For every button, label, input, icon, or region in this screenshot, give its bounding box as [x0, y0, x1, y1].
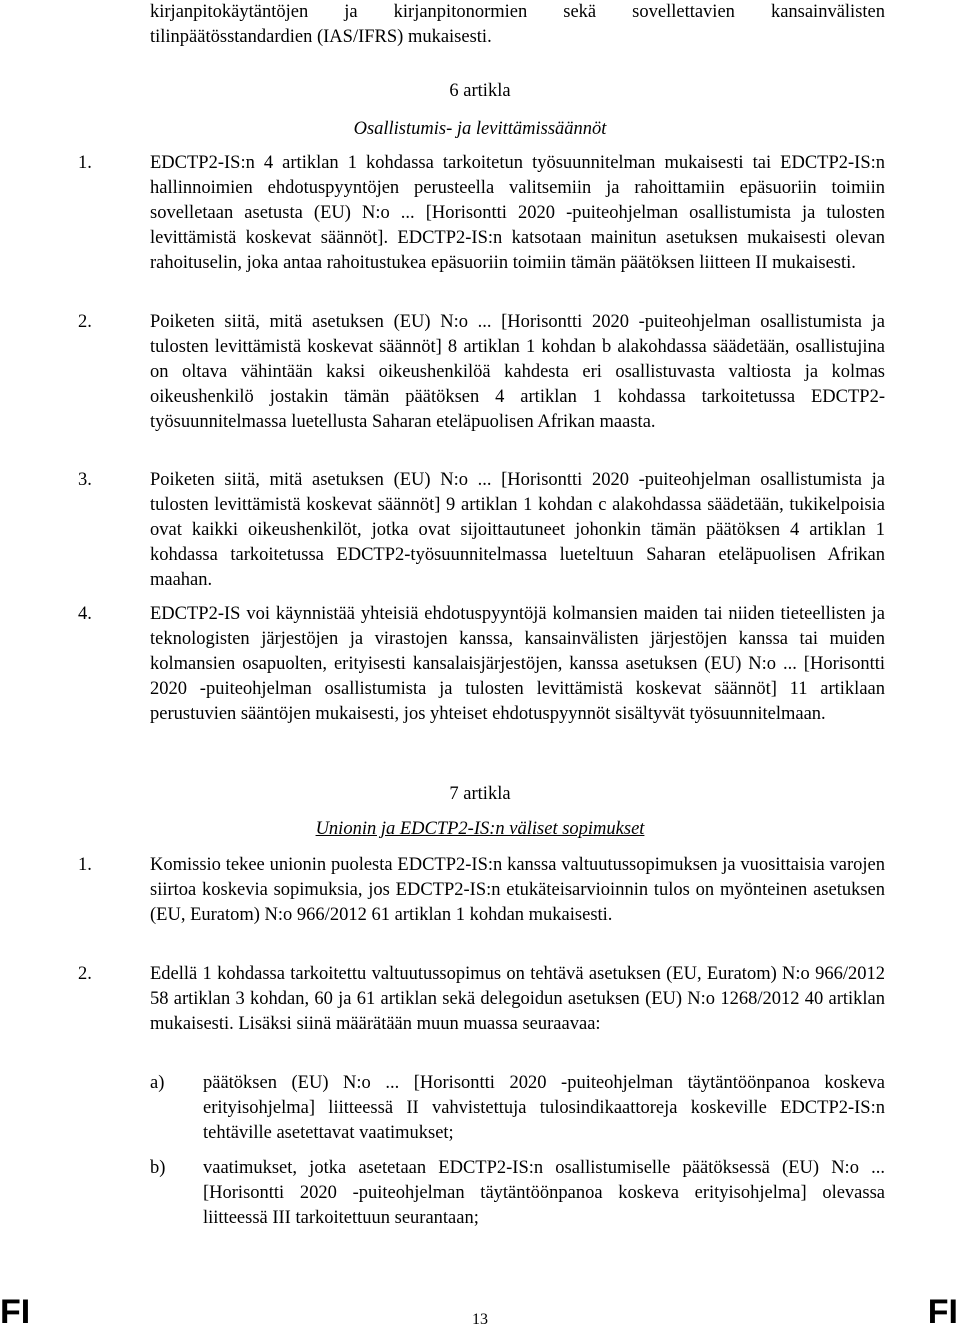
item-label: b) — [150, 1158, 166, 1178]
paragraph-text: Edellä 1 kohdassa tarkoitettu valtuutussopimus on tehtävä asetuksen (EU, Euratom) N:o 966/2012 58 artiklan 3 kohdan, 60 ja 61 artiklan sekä delegoidun asetuksen (EU) N:o 1268/2012 40 artiklan mukaisesti. Lisäksi siinä määrätään muun muassa seuraavaa: — [150, 964, 885, 1034]
paragraph-text: Poiketen siitä, mitä asetuksen (EU) N:o ... [Horisontti 2020 -puiteohjelman osallistumista ja tulosten levittämistä koskevat säännöt] 9 artiklan 1 kohdan c alakohdassa säädetään, tukikelpoisia ovat kaikki oikeushenkilöt, jotka ovat sijoittautuneet johonkin tämän päätöksen 4 artiklan 1 kohdassa tarkoitetussa EDCTP2-työsuunnitelmassa lueteltuun Saharan eteläpuolisen Afrikan maahan. — [150, 470, 885, 590]
footer-language-left: FI — [0, 1293, 31, 1331]
article-7-title: Unionin ja EDCTP2-IS:n väliset sopimukset — [315, 819, 645, 839]
paragraph-number: 2. — [78, 964, 92, 984]
paragraph-number: 1. — [78, 153, 92, 173]
item-text: vaatimukset, jotka asetetaan EDCTP2-IS:n osallistumiselle päätöksessä (EU) N:o ... [Horisontti 2020 -puiteohjelman täytäntöönpanoa koskeva erityisohjelma] olevassa liitteessä III tarkoitettuun seurantaan; — [203, 1158, 885, 1228]
paragraph-number: 3. — [78, 470, 92, 490]
item-text: päätöksen (EU) N:o ... [Horisontti 2020 -puiteohjelman täytäntöönpanoa koskeva erityisohjelma] liitteessä II vahvistettuja tulosindikaattoreja koskeville EDCTP2-IS:n tehtäville asetettavat vaatimukset; — [203, 1073, 885, 1143]
paragraph-text: Komissio tekee unionin puolesta EDCTP2-IS:n kanssa valtuutussopimuksen ja vuosittaisia varojen siirtoa koskevia sopimuksia, jos EDCTP2-IS:n etukäteisarvioinnin tulos on myönteinen asetuksen (EU, Euratom) N:o 966/2012 61 artiklan 1 kohdan mukaisesti. — [150, 855, 885, 925]
page-number: 13 — [472, 1311, 488, 1328]
paragraph-text: EDCTP2-IS voi käynnistää yhteisiä ehdotuspyyntöjä kolmansien maiden tai niiden tieteellisten ja teknologisten järjestöjen ja virastojen kanssa, kansainvälisten järjestöjen kanssa tai muiden kolmansien osapuolten, erityisesti kansalaisjärjestöjen, kanssa asetuksen (EU) N:o ... [Horisontti 2020 -puiteohjelman osallistumista ja tulosten levittämistä koskevat säännöt] 11 artiklaan perustuvien sääntöjen mukaisesti, jos yhteiset ehdotuspyynnöt sisältyvät työsuunnitelmaan. — [150, 604, 885, 724]
article-6-heading: 6 artikla — [449, 81, 511, 101]
article-7-heading: 7 artikla — [449, 784, 511, 804]
paragraph-number: 2. — [78, 312, 92, 332]
paragraph-text: Poiketen siitä, mitä asetuksen (EU) N:o ... [Horisontti 2020 -puiteohjelman osallistumista ja tulosten levittämistä koskevat säännöt] 8 artiklan 1 kohdan b alakohdassa säädetään, osallistujina on oltava vähintään kaksi oikeushenkilöä kahdesta eri osallistuvasta valtiosta ja kolmas oikeushenkilö jostakin tämän päätöksen 4 artiklan 1 kohdassa tarkoitetussa EDCTP2-työsuunnitelmassa luetellusta Saharan eteläpuolisen Afrikan maasta. — [150, 312, 885, 432]
item-label: a) — [150, 1073, 165, 1093]
footer-language-right: FI — [927, 1293, 958, 1331]
paragraph-number: 4. — [78, 604, 92, 624]
article-6-title: Osallistumis- ja levittämissäännöt — [353, 119, 607, 139]
paragraph-number: 1. — [78, 855, 92, 875]
intro-paragraph: kirjanpitokäytäntöjen ja kirjanpitonormien sekä sovellettavien kansainvälisten tilinpäätösstandardien (IAS/IFRS) mukaisesti. — [150, 2, 885, 47]
paragraph-text: EDCTP2-IS:n 4 artiklan 1 kohdassa tarkoitetun työsuunnitelman mukaisesti tai EDCTP2-IS:n hallinnoimien ehdotuspyyntöjen perusteella valitsemiin ja rahoittamiin epäsuoriin toimiin sovelletaan asetusta (EU) N:o ... [Horisontti 2020 -puiteohjelman osallistumista ja tulosten levittämistä koskevat säännöt]. EDCTP2-IS:n katsotaan mainitun asetuksen mukaisesti olevan rahoituselin, joka antaa rahoitustukea epäsuoriin toimiin tämän päätöksen liitteen II mukaisesti. — [150, 153, 885, 273]
